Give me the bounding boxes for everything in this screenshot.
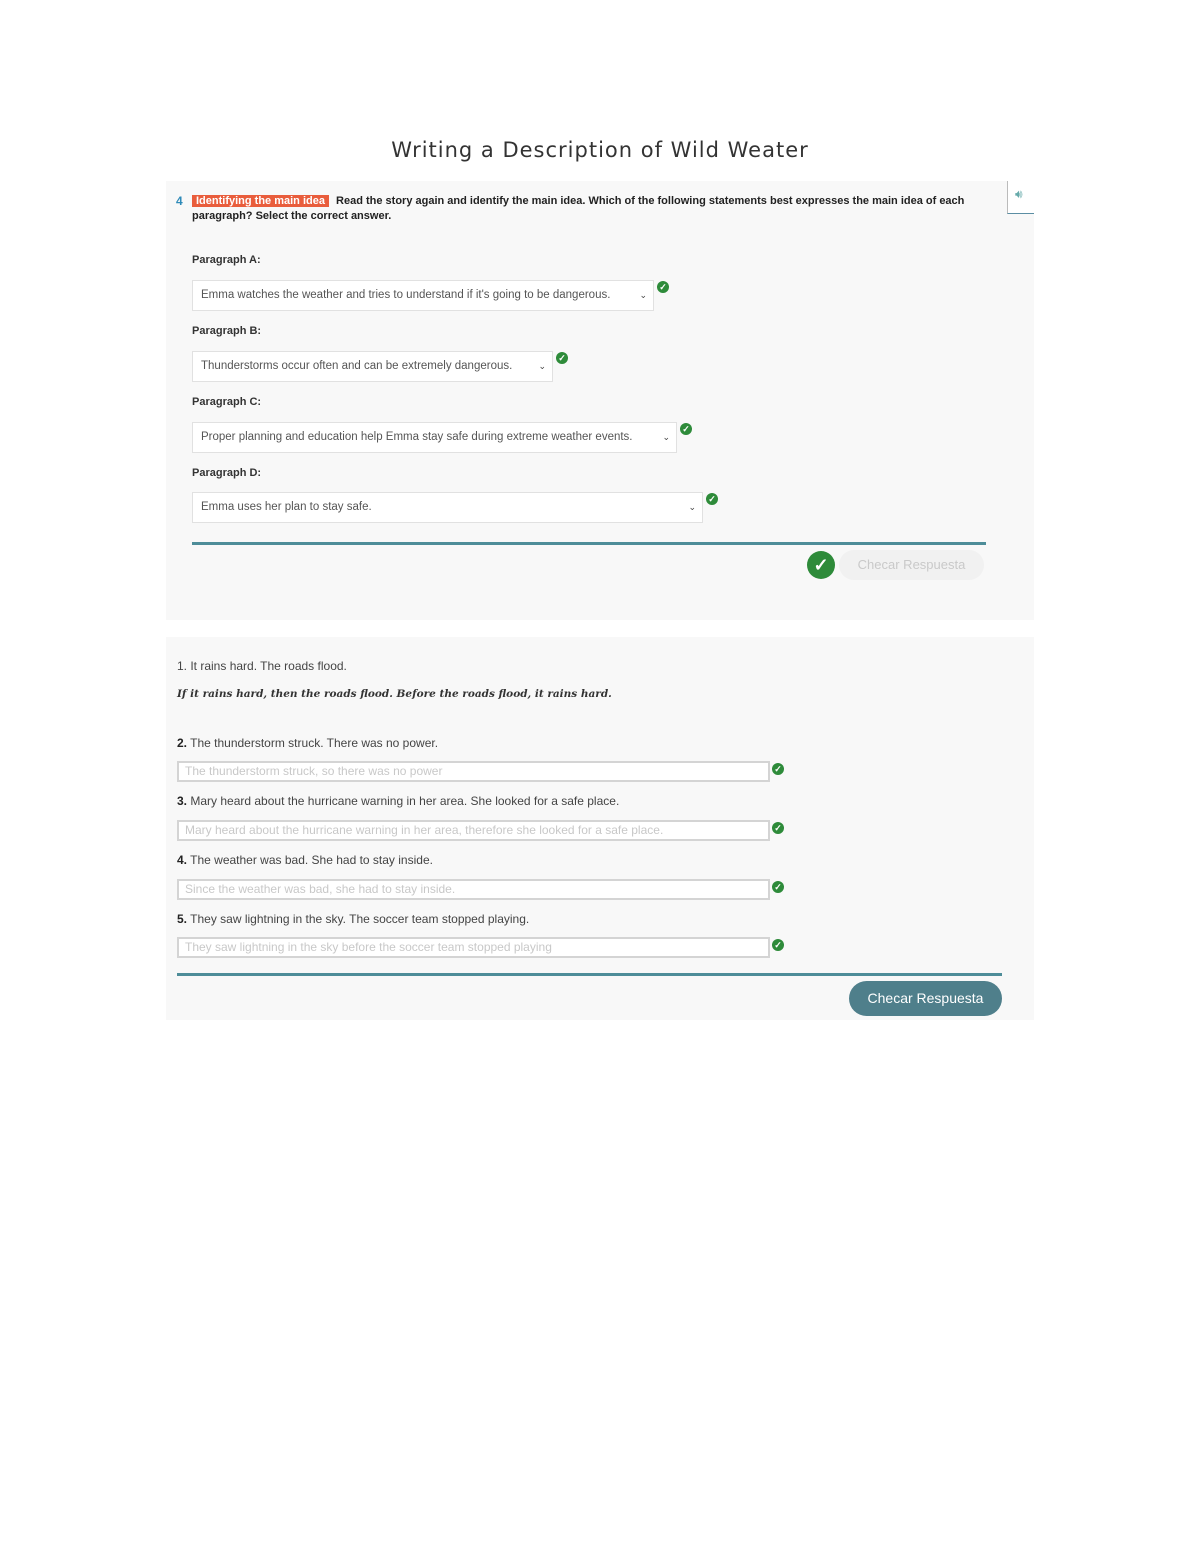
exercise-instructions (192, 194, 982, 224)
check-icon: ✓ (772, 763, 784, 775)
paragraph-d-label: Paragraph D: (192, 467, 262, 479)
example-answer: If it rains hard, then the roads flood. Before the roads flood, it rains hard. (177, 688, 612, 700)
sentence-combining-panel (166, 637, 1034, 1020)
speaker-icon: 🔊︎ (1015, 187, 1023, 201)
paragraph-c-label: Paragraph C: (192, 396, 262, 408)
paragraph-c-select[interactable] (192, 422, 677, 453)
exercise-number: 4 (176, 194, 183, 208)
check-icon: ✓ (657, 281, 669, 293)
check-answer-button-disabled[interactable]: Checar Respuesta (839, 550, 984, 580)
main-idea-exercise-panel (166, 181, 1034, 620)
paragraph-a-label: Paragraph A: (192, 254, 261, 266)
page-title: Writing a Description of Wild Weater (391, 138, 809, 162)
item-2-prompt (177, 736, 438, 750)
item-3-answer-input[interactable]: Mary heard about the hurricane warning in her area, therefore she looked for a safe place. (177, 820, 770, 841)
divider (177, 973, 1002, 976)
chevron-down-icon: ⌄ (538, 361, 546, 371)
item-2-answer-input[interactable]: The thunderstorm struck, so there was no power (177, 761, 770, 782)
check-icon: ✓ (556, 352, 568, 364)
paragraph-b-select[interactable] (192, 351, 553, 382)
item-prompt-text: They saw lightning in the sky. The soccer team stopped playing. (190, 912, 530, 926)
instructions-text: Read the story again and identify the main idea. Which of the following statements best expresses the main idea of each paragraph? Select the correct answer. (192, 195, 965, 222)
item-5-answer-input[interactable]: They saw lightning in the sky before the soccer team stopped playing (177, 937, 770, 958)
check-icon: ✓ (772, 822, 784, 834)
audio-button[interactable] (1007, 181, 1034, 214)
paragraph-a-selected: Emma watches the weather and tries to understand if it's going to be dangerous. (201, 289, 611, 301)
paragraph-b-selected: Thunderstorms occur often and can be extremely dangerous. (201, 360, 513, 372)
paragraph-d-select[interactable] (192, 492, 703, 523)
skill-tag: Identifying the main idea (192, 195, 329, 207)
paragraph-c-selected: Proper planning and education help Emma stay safe during extreme weather events. (201, 431, 633, 443)
example-prompt: 1. It rains hard. The roads flood. (177, 659, 347, 673)
item-number: 2. (177, 736, 188, 750)
item-number: 3. (177, 794, 188, 808)
check-icon: ✓ (772, 881, 784, 893)
item-number: 5. (177, 912, 188, 926)
divider (192, 542, 986, 545)
item-3-prompt (177, 794, 619, 808)
paragraph-b-label: Paragraph B: (192, 325, 262, 337)
item-4-answer-input[interactable]: Since the weather was bad, she had to stay inside. (177, 879, 770, 900)
check-icon: ✓ (772, 939, 784, 951)
correct-check-icon: ✓ (807, 551, 835, 579)
check-icon: ✓ (706, 493, 718, 505)
item-prompt-text: The weather was bad. She had to stay inside. (190, 853, 433, 867)
item-prompt-text: Mary heard about the hurricane warning in her area. She looked for a safe place. (190, 794, 620, 808)
chevron-down-icon: ⌄ (662, 432, 670, 442)
item-prompt-text: The thunderstorm struck. There was no power. (190, 736, 439, 750)
check-answer-button[interactable]: Checar Respuesta (849, 981, 1002, 1016)
chevron-down-icon: ⌄ (688, 502, 696, 512)
chevron-down-icon: ⌄ (639, 290, 647, 300)
item-number: 4. (177, 853, 188, 867)
check-icon: ✓ (680, 423, 692, 435)
paragraph-a-select[interactable] (192, 280, 654, 311)
item-5-prompt (177, 912, 529, 926)
item-4-prompt (177, 853, 433, 867)
paragraph-d-selected: Emma uses her plan to stay safe. (201, 501, 372, 513)
